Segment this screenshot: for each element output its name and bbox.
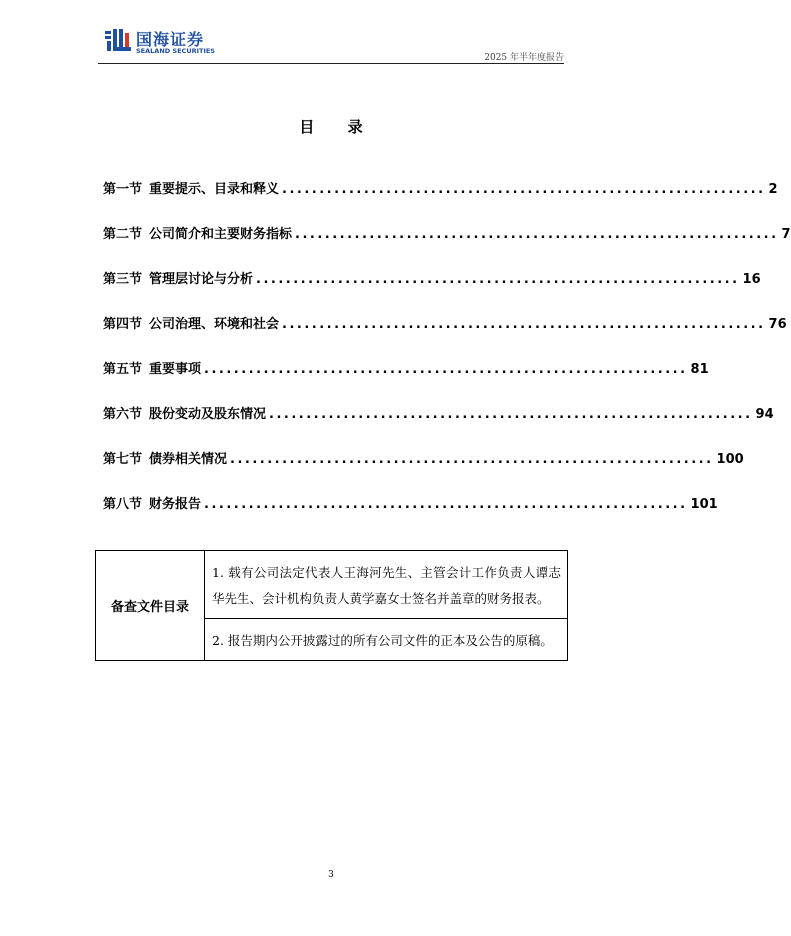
toc-page-number: 16 [742,272,761,287]
toc-section-title: 公司简介和主要财务指标 [149,227,293,242]
toc-section-title: 管理层讨论与分析 [149,272,254,287]
logo-english-name: SEALAND SECURITIES [136,47,215,55]
toc-leader-dots: ................................................................. [282,317,766,332]
toc-page-number: 7 [781,227,791,242]
toc-leader-dots: ................................................................. [282,182,766,197]
toc-page-number: 101 [690,497,718,512]
toc-leader-dots: ................................................................. [295,227,779,242]
toc-section-number: 第七节 [103,452,143,467]
table-row [96,551,568,619]
toc-section-title: 股份变动及股东情况 [149,407,267,422]
toc-section-number: 第八节 [103,497,143,512]
toc-section-number: 第六节 [103,407,143,422]
reference-documents-label: 备查文件目录 [96,551,205,661]
table-of-contents [103,178,791,538]
sealand-logo-icon [104,27,132,53]
company-logo [104,27,254,59]
toc-leader-dots: ................................................................. [230,452,714,467]
toc-page-number: 2 [768,182,778,197]
toc-section-title: 债券相关情况 [149,452,228,467]
toc-leader-dots: ................................................................. [256,272,740,287]
toc-leader-dots: ................................................................. [204,362,688,377]
page-number: 3 [328,870,334,880]
toc-section-number: 第四节 [103,317,143,332]
reference-document-item: 2. 报告期内公开披露过的所有公司文件的正本及公告的原稿。 [205,619,568,661]
toc-entry[interactable] [103,223,791,268]
toc-entry[interactable] [103,493,718,538]
toc-section-title: 重要事项 [149,362,202,377]
toc-section-title: 财务报告 [149,497,202,512]
toc-section-number: 第一节 [103,182,143,197]
toc-leader-dots: ................................................................. [269,407,753,422]
toc-heading: 目 录 [299,118,377,136]
toc-entry[interactable] [103,448,744,493]
toc-page-number: 100 [716,452,744,467]
toc-section-number: 第三节 [103,272,143,287]
toc-section-title: 公司治理、环境和社会 [149,317,280,332]
toc-section-number: 第五节 [103,362,143,377]
toc-page-number: 81 [690,362,709,377]
toc-section-title: 重要提示、目录和释义 [149,182,280,197]
toc-entry[interactable] [103,268,761,313]
reference-document-item: 1. 载有公司法定代表人王海河先生、主管会计工作负责人谭志华先生、会计机构负责人黄学嘉女士签名并盖章的财务报表。 [205,551,568,619]
toc-leader-dots: ................................................................. [204,497,688,512]
report-title: 2025 年半年度报告 [484,53,564,63]
toc-page-number: 76 [768,317,787,332]
toc-entry[interactable] [103,358,709,403]
toc-entry[interactable] [103,178,778,223]
toc-entry[interactable] [103,403,774,448]
toc-page-number: 94 [755,407,774,422]
reference-documents-table [95,550,568,661]
header-divider [98,63,564,64]
logo-chinese-name: 国海证券 [136,30,205,49]
toc-section-number: 第二节 [103,227,143,242]
toc-entry[interactable] [103,313,787,358]
